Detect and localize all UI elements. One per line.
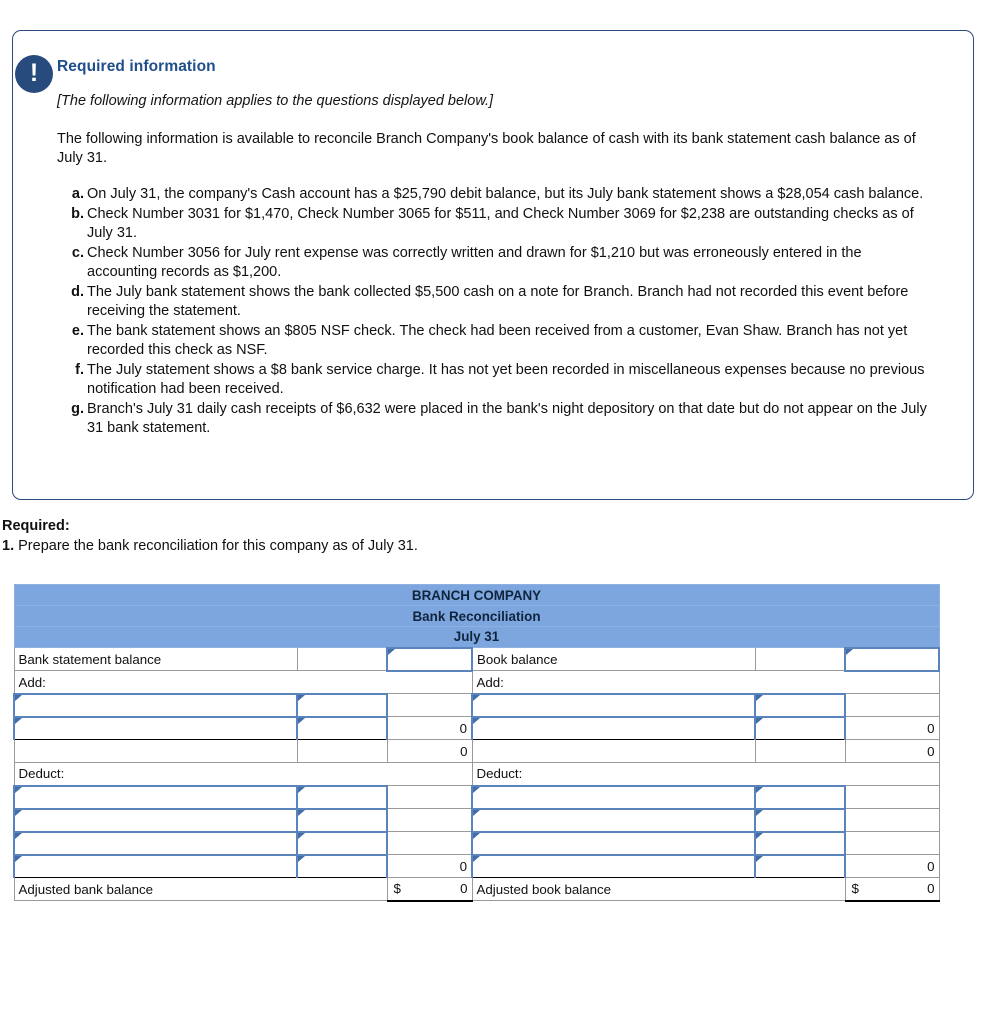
worksheet-title-date: July 31 (14, 627, 939, 648)
bank-add-total-0 (387, 694, 472, 717)
table-row (14, 627, 939, 648)
fact-text: The July statement shows a $8 bank service charge. It has not yet been recorded in miscellaneous expenses because no previous notification had been received. (87, 362, 925, 397)
book-deduct-desc-3[interactable] (472, 855, 755, 878)
book-deduct-desc-2[interactable] (472, 832, 755, 855)
fact-marker: g. (71, 401, 84, 417)
bank-deduct-amount-3[interactable] (297, 855, 387, 878)
bank-deduct-desc-3[interactable] (14, 855, 297, 878)
required-task-number: 1. (2, 538, 15, 554)
book-deduct-amount-1[interactable] (755, 809, 845, 832)
book-add-label: Add: (472, 671, 939, 694)
fact-text: Branch's July 31 daily cash receipts of $6,632 were placed in the bank's night depository on that date but do not appear on the July 31 bank statement. (87, 401, 927, 436)
table-row (14, 832, 939, 855)
book-add-total-1: 0 (845, 717, 939, 740)
adjusted-bank-balance-label: Adjusted bank balance (14, 878, 387, 901)
worksheet-title-company: BRANCH COMPANY (14, 585, 939, 606)
adjusted-book-balance-value-cell (845, 878, 939, 901)
book-deduct-amount-2[interactable] (755, 832, 845, 855)
fact-marker: c. (71, 245, 84, 261)
required-block (2, 518, 962, 554)
book-deduct-desc-1[interactable] (472, 809, 755, 832)
bank-add-label: Add: (14, 671, 472, 694)
required-task (2, 538, 962, 554)
worksheet-title-statement: Bank Reconciliation (14, 606, 939, 627)
spacer-cell (755, 648, 845, 671)
book-add-desc-0[interactable] (472, 694, 755, 717)
fact-item (67, 283, 935, 321)
bank-deduct-total-0 (387, 786, 472, 809)
book-deduct-total-1 (845, 809, 939, 832)
required-information-heading: Required information (57, 58, 216, 75)
book-add-amount-0[interactable] (755, 694, 845, 717)
spacer-cell (297, 648, 387, 671)
card-body (57, 58, 935, 439)
book-deduct-total-0 (845, 786, 939, 809)
exclamation-icon: ! (15, 55, 53, 93)
facts-list (57, 185, 935, 438)
book-balance-input[interactable] (845, 648, 939, 671)
bank-add-total-1: 0 (387, 717, 472, 740)
table-row (14, 648, 939, 671)
bank-subtotal-spacer-desc (14, 740, 297, 763)
book-deduct-total-3: 0 (845, 855, 939, 878)
book-deduct-label: Deduct: (472, 763, 939, 786)
book-deduct-amount-0[interactable] (755, 786, 845, 809)
fact-text: Check Number 3031 for $1,470, Check Number 3065 for $511, and Check Number 3069 for $2,238 are outstanding checks as of July 31. (87, 206, 914, 241)
bank-deduct-amount-1[interactable] (297, 809, 387, 832)
fact-item (67, 361, 935, 399)
book-deduct-desc-0[interactable] (472, 786, 755, 809)
book-add-amount-1[interactable] (755, 717, 845, 740)
fact-item (67, 244, 935, 282)
table-row (14, 786, 939, 809)
fact-marker: b. (71, 206, 84, 222)
required-label: Required: (2, 518, 70, 534)
required-task-text: Prepare the bank reconciliation for this company as of July 31. (18, 538, 418, 554)
applies-to-note: [The following information applies to the questions displayed below.] (57, 93, 494, 109)
bank-add-subtotal: 0 (387, 740, 472, 763)
bank-add-desc-1[interactable] (14, 717, 297, 740)
book-add-total-0 (845, 694, 939, 717)
bank-deduct-desc-2[interactable] (14, 832, 297, 855)
table-row (14, 855, 939, 878)
fact-item (67, 185, 935, 204)
table-row (14, 763, 939, 786)
required-information-card (12, 30, 974, 500)
bank-deduct-desc-0[interactable] (14, 786, 297, 809)
bank-balance-input[interactable] (387, 648, 472, 671)
table-row (14, 809, 939, 832)
bank-balance-label: Bank statement balance (14, 648, 297, 671)
fact-marker: e. (71, 323, 84, 339)
table-row (14, 878, 939, 901)
bank-deduct-label: Deduct: (14, 763, 472, 786)
fact-marker: d. (71, 284, 84, 300)
adjusted-book-balance-value: 0 (927, 881, 935, 897)
table-row (14, 606, 939, 627)
fact-text: The July bank statement shows the bank collected $5,500 cash on a note for Branch. Branch had not recorded this event before receiving the statement. (87, 284, 909, 319)
adjusted-book-balance-label: Adjusted book balance (472, 878, 845, 901)
table-row (14, 585, 939, 606)
adjusted-bank-balance-value: 0 (460, 881, 468, 897)
fact-text: Check Number 3056 for July rent expense was correctly written and drawn for $1,210 but was erroneously entered in the accounting records as $1,200. (87, 245, 862, 280)
table-row (14, 740, 939, 763)
table-row (14, 694, 939, 717)
bank-deduct-total-1 (387, 809, 472, 832)
bank-dollar-sign: $ (393, 881, 401, 897)
book-subtotal-spacer-desc (472, 740, 755, 763)
bank-subtotal-spacer-amt (297, 740, 387, 763)
fact-marker: f. (75, 362, 84, 378)
bank-add-desc-0[interactable] (14, 694, 297, 717)
book-deduct-total-2 (845, 832, 939, 855)
bank-add-amount-1[interactable] (297, 717, 387, 740)
table-row (14, 717, 939, 740)
bank-deduct-amount-2[interactable] (297, 832, 387, 855)
intro-paragraph: The following information is available to reconcile Branch Company's book balance of cash with its bank statement cash balance as of July 31. (57, 131, 916, 166)
book-deduct-amount-3[interactable] (755, 855, 845, 878)
adjusted-bank-balance-value-cell (387, 878, 472, 901)
bank-reconciliation-worksheet (13, 584, 940, 902)
book-balance-label: Book balance (472, 648, 755, 671)
book-subtotal-spacer-amt (755, 740, 845, 763)
table-row (14, 671, 939, 694)
book-dollar-sign: $ (851, 881, 859, 897)
fact-item (67, 322, 935, 360)
book-add-desc-1[interactable] (472, 717, 755, 740)
fact-item (67, 205, 935, 243)
bank-deduct-total-3: 0 (387, 855, 472, 878)
bank-add-amount-0[interactable] (297, 694, 387, 717)
fact-marker: a. (71, 186, 84, 202)
fact-item (67, 400, 935, 438)
book-add-subtotal: 0 (845, 740, 939, 763)
fact-text: On July 31, the company's Cash account has a $25,790 debit balance, but its July bank statement shows a $28,054 cash balance. (87, 186, 924, 202)
bank-deduct-amount-0[interactable] (297, 786, 387, 809)
fact-text: The bank statement shows an $805 NSF check. The check had been received from a customer, Evan Shaw. Branch has not yet recorded this check as NSF. (87, 323, 908, 358)
bank-deduct-total-2 (387, 832, 472, 855)
bank-deduct-desc-1[interactable] (14, 809, 297, 832)
